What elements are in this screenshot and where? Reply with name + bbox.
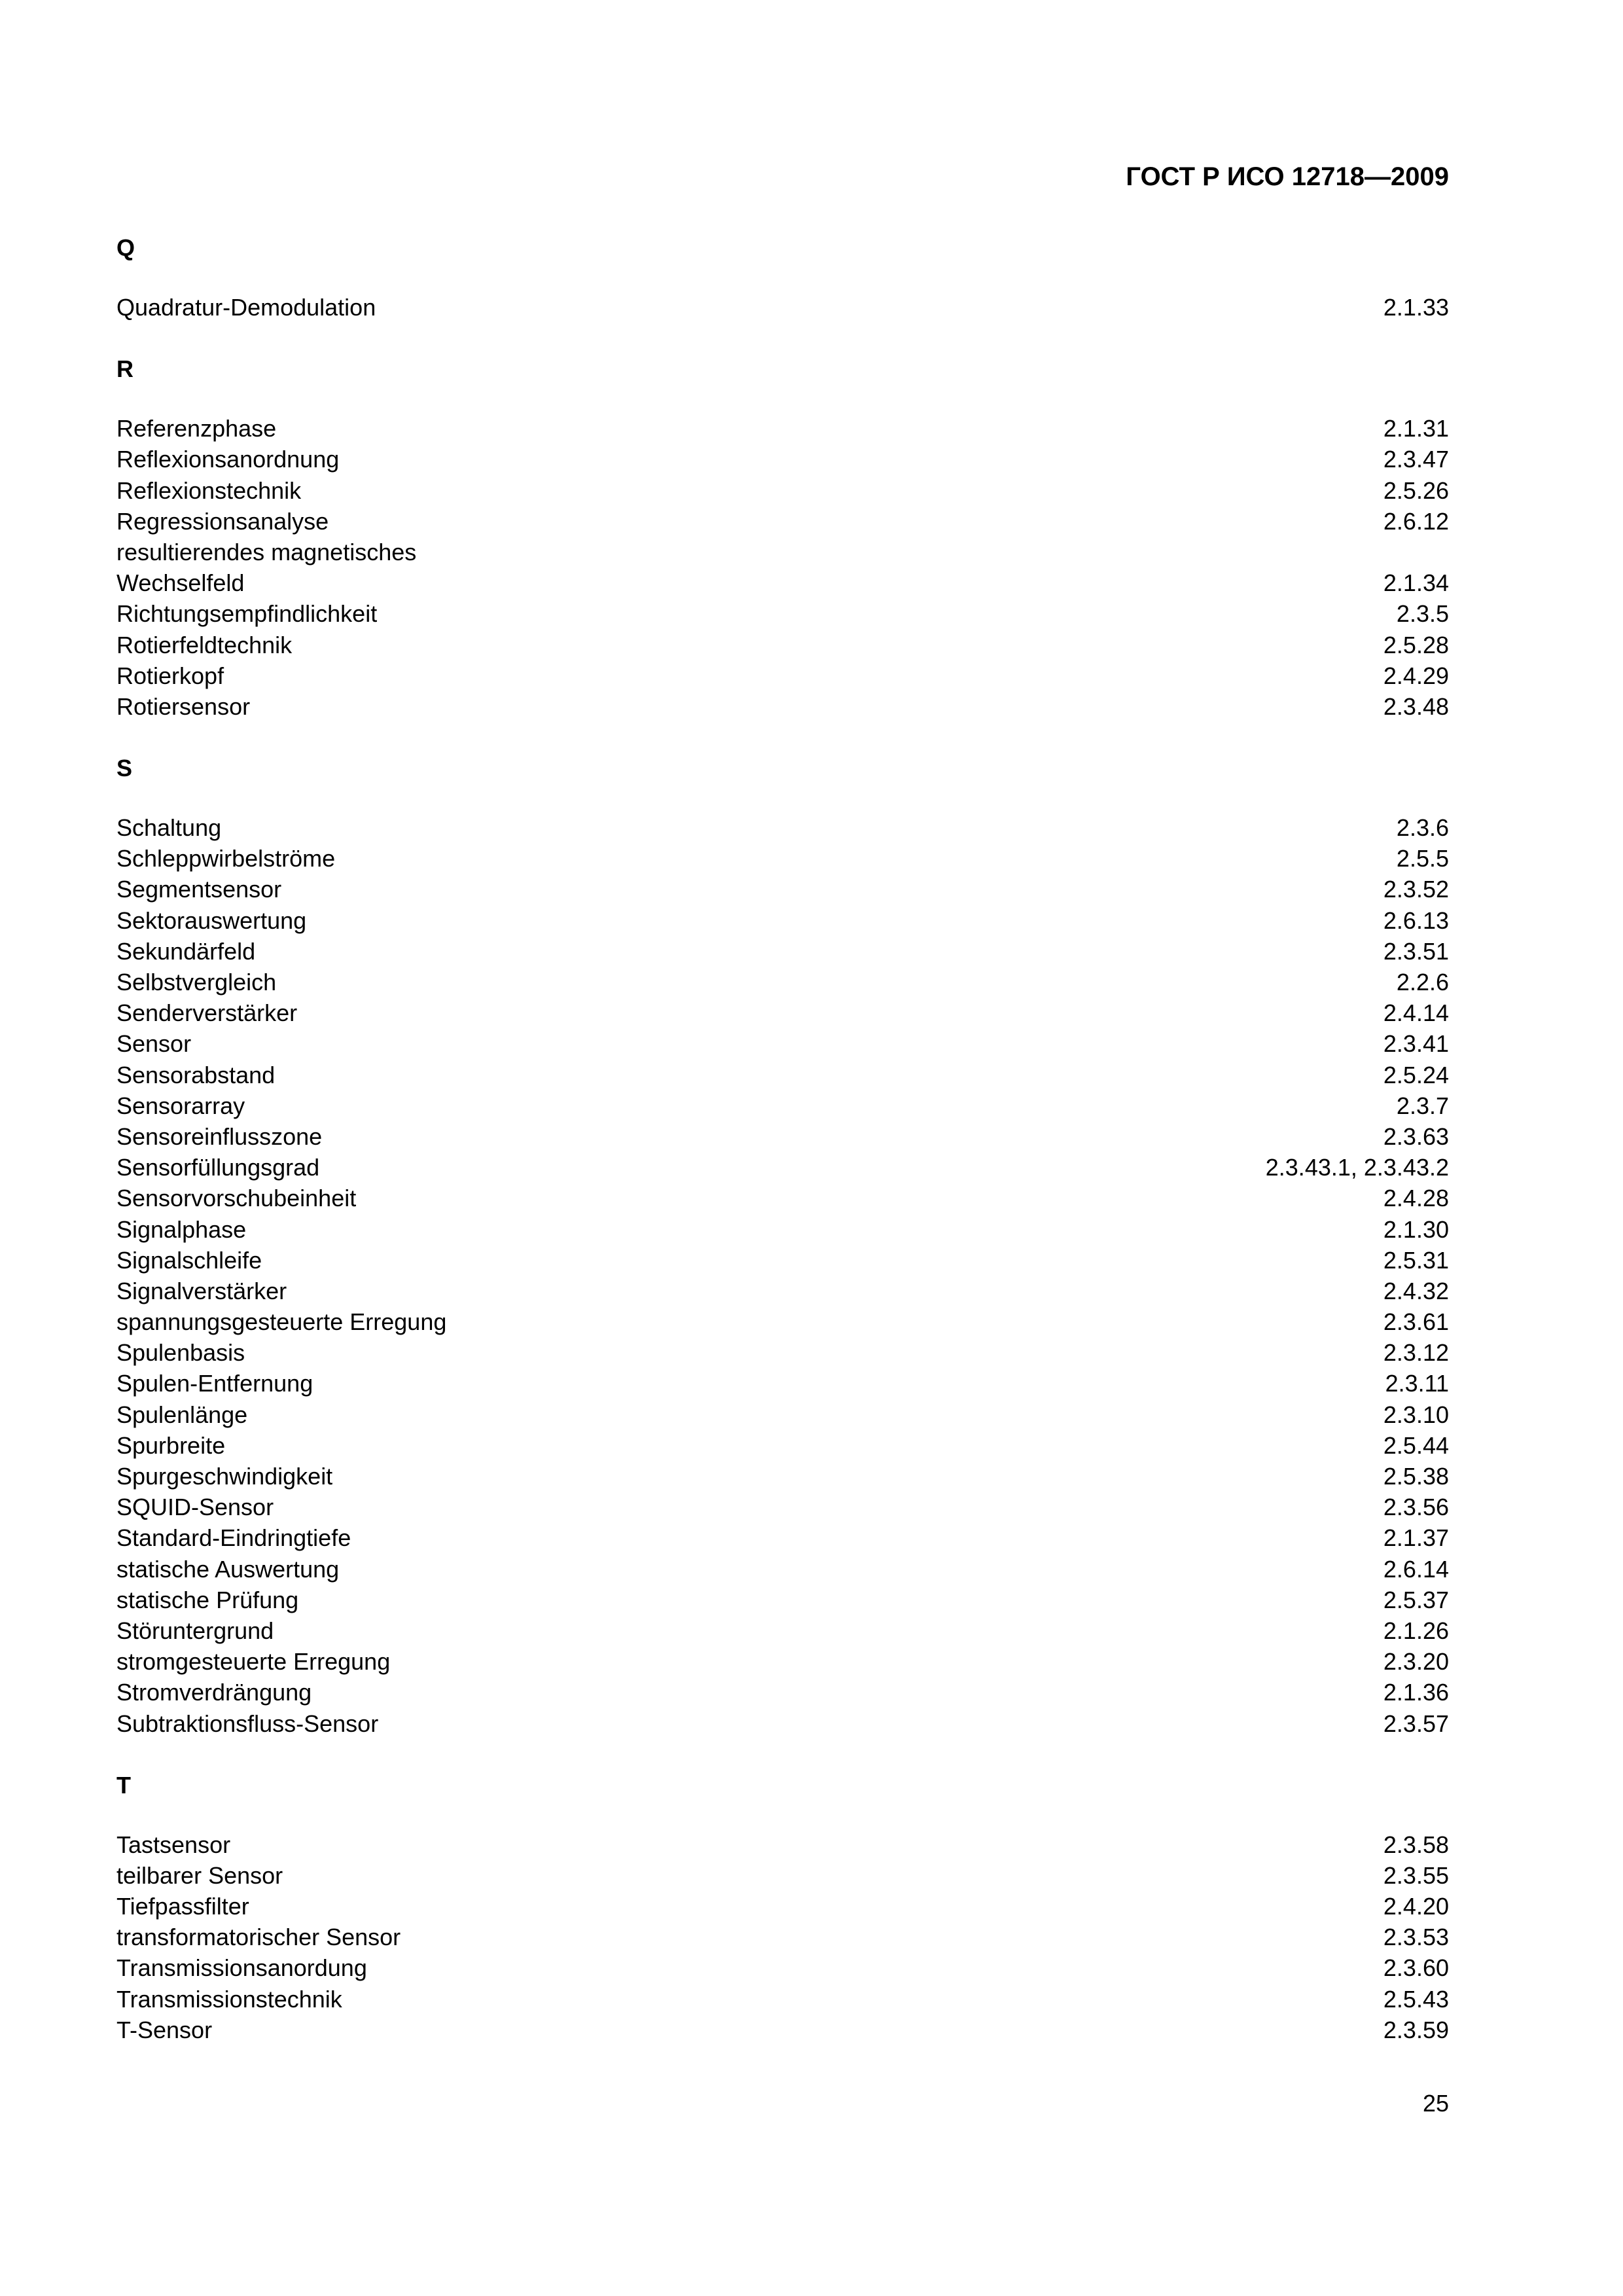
index-reference: 2.3.56 xyxy=(1383,1494,1449,1521)
index-term: Spurbreite xyxy=(116,1431,226,1459)
index-reference: 2.3.10 xyxy=(1383,1401,1449,1428)
index-term: Referenzphase xyxy=(116,415,277,442)
index-entry xyxy=(116,413,1449,444)
index-reference: 2.4.28 xyxy=(1383,1185,1449,1212)
index-entry xyxy=(116,1952,1449,1983)
index-reference: 2.5.44 xyxy=(1383,1431,1449,1459)
index-term: Spulen-Entfernung xyxy=(116,1370,313,1397)
index-entry xyxy=(116,1922,1449,1952)
index-term: Wechselfeld xyxy=(116,569,245,597)
index-entry xyxy=(116,1152,1449,1183)
index-entry xyxy=(116,1214,1449,1245)
index-entry xyxy=(116,1984,1449,2015)
index-entry xyxy=(116,812,1449,843)
index-reference: 2.3.12 xyxy=(1383,1339,1449,1367)
index-term: Segmentsensor xyxy=(116,876,282,903)
index-reference: 2.1.34 xyxy=(1383,569,1449,597)
index-term: Sektorauswertung xyxy=(116,906,307,934)
index-term: Spulenbasis xyxy=(116,1339,245,1367)
index-entry xyxy=(116,537,1449,567)
index-reference: 2.5.24 xyxy=(1383,1061,1449,1088)
section-letter-heading: S xyxy=(116,755,133,782)
index-entry xyxy=(116,1090,1449,1121)
page-number: 25 xyxy=(1422,2090,1449,2117)
index-section xyxy=(116,232,1449,323)
index-entry xyxy=(116,1060,1449,1090)
index-term: Sensorvorschubeinheit xyxy=(116,1185,357,1212)
index-reference: 2.3.48 xyxy=(1383,692,1449,720)
index-reference: 2.5.28 xyxy=(1383,631,1449,658)
index-term: Rotierkopf xyxy=(116,662,224,689)
index-reference: 2.4.29 xyxy=(1383,662,1449,689)
index-reference: 2.3.41 xyxy=(1383,1030,1449,1058)
index-term: Schleppwirbelströme xyxy=(116,845,336,872)
index-term: Senderverstärker xyxy=(116,999,298,1027)
document-header: ГОСТ Р ИСО 12718—2009 xyxy=(1126,162,1449,191)
index-reference: 2.3.58 xyxy=(1383,1831,1449,1858)
index-entry xyxy=(116,967,1449,997)
index-entry xyxy=(116,1646,1449,1677)
index-reference: 2.5.37 xyxy=(1383,1586,1449,1613)
index-term: Stromverdrängung xyxy=(116,1679,312,1706)
index-entry xyxy=(116,444,1449,475)
index-entry xyxy=(116,1860,1449,1891)
index-entry xyxy=(116,691,1449,722)
index-term: T-Sensor xyxy=(116,2016,213,2043)
index-entry xyxy=(116,843,1449,874)
index-entry xyxy=(116,598,1449,629)
index-entry xyxy=(116,1368,1449,1399)
index-term: transformatorischer Sensor xyxy=(116,1924,401,1951)
index-term: Signalverstärker xyxy=(116,1277,287,1304)
index-term: teilbarer Sensor xyxy=(116,1861,283,1889)
index-entry xyxy=(116,506,1449,537)
index-reference: 2.3.59 xyxy=(1383,2016,1449,2043)
index-entry xyxy=(116,660,1449,691)
index-term: Standard-Eindringtiefe xyxy=(116,1524,351,1552)
index-reference: 2.3.63 xyxy=(1383,1122,1449,1150)
index-reference: 2.6.12 xyxy=(1383,507,1449,535)
index-entry xyxy=(116,1585,1449,1615)
index-entry xyxy=(116,997,1449,1028)
index-term: statische Prüfung xyxy=(116,1586,299,1613)
index-reference: 2.5.26 xyxy=(1383,476,1449,504)
index-entry xyxy=(116,1677,1449,1708)
index-term: Transmissionsanordung xyxy=(116,1954,367,1982)
index-term: statische Auswertung xyxy=(116,1555,340,1583)
index-reference: 2.5.31 xyxy=(1383,1246,1449,1274)
index-reference: 2.3.47 xyxy=(1383,446,1449,473)
index-term: Reflexionsanordnung xyxy=(116,446,340,473)
index-entry xyxy=(116,1708,1449,1739)
index-reference: 2.3.51 xyxy=(1383,937,1449,965)
index-entry xyxy=(116,1245,1449,1276)
index-reference: 2.1.31 xyxy=(1383,415,1449,442)
index-reference: 2.5.38 xyxy=(1383,1463,1449,1490)
index-term: spannungsgesteuerte Erregung xyxy=(116,1308,447,1336)
index-term: Rotierfeldtechnik xyxy=(116,631,293,658)
index-entry xyxy=(116,1461,1449,1492)
index-term: Quadratur-Demodulation xyxy=(116,294,376,321)
index-term: Transmissionstechnik xyxy=(116,1985,342,2013)
index-term: Spurgeschwindigkeit xyxy=(116,1463,333,1490)
index-section xyxy=(116,1770,1449,2045)
index-reference: 2.3.53 xyxy=(1383,1924,1449,1951)
index-entry xyxy=(116,1028,1449,1059)
index-entry xyxy=(116,1399,1449,1430)
index-term: Reflexionstechnik xyxy=(116,476,302,504)
index-entry xyxy=(116,1891,1449,1922)
index-reference: 2.4.32 xyxy=(1383,1277,1449,1304)
index-term: Richtungsempfindlichkeit xyxy=(116,600,378,628)
index-entry xyxy=(116,1183,1449,1213)
index-entry xyxy=(116,1829,1449,1860)
index-reference: 2.4.20 xyxy=(1383,1893,1449,1920)
index-term: Sensor xyxy=(116,1030,192,1058)
index-reference: 2.2.6 xyxy=(1396,969,1449,996)
index-reference: 2.3.55 xyxy=(1383,1861,1449,1889)
index-entry xyxy=(116,1276,1449,1306)
index-reference: 2.1.26 xyxy=(1383,1617,1449,1644)
index-term: Sensorfüllungsgrad xyxy=(116,1154,320,1181)
index-term: Sensorarray xyxy=(116,1092,245,1119)
index-entry xyxy=(116,475,1449,506)
index-entry xyxy=(116,874,1449,905)
index-entry xyxy=(116,1554,1449,1585)
index-reference: 2.1.36 xyxy=(1383,1679,1449,1706)
index-reference: 2.5.5 xyxy=(1396,845,1449,872)
section-letter-heading: T xyxy=(116,1771,131,1799)
index-entry xyxy=(116,1522,1449,1553)
index-reference: 2.6.13 xyxy=(1383,906,1449,934)
index-entry xyxy=(116,1121,1449,1152)
index-entry xyxy=(116,1615,1449,1646)
index-reference: 2.3.20 xyxy=(1383,1648,1449,1676)
section-letter-heading: Q xyxy=(116,234,135,261)
index-term: Schaltung xyxy=(116,814,222,842)
index-term: Regressionsanalyse xyxy=(116,507,329,535)
index-reference: 2.3.5 xyxy=(1396,600,1449,628)
index-entry xyxy=(116,936,1449,967)
index-reference: 2.3.7 xyxy=(1396,1092,1449,1119)
index-reference: 2.3.52 xyxy=(1383,876,1449,903)
index-reference: 2.1.33 xyxy=(1383,294,1449,321)
index-entry xyxy=(116,292,1449,323)
index-term: Subtraktionsfluss-Sensor xyxy=(116,1710,379,1737)
index-reference: 2.3.43.1, 2.3.43.2 xyxy=(1265,1154,1449,1181)
index-term: Sensorabstand xyxy=(116,1061,276,1088)
index-term: SQUID-Sensor xyxy=(116,1494,274,1521)
index-reference: 2.3.61 xyxy=(1383,1308,1449,1336)
index-reference: 2.3.6 xyxy=(1396,814,1449,842)
index-reference: 2.3.60 xyxy=(1383,1954,1449,1982)
index-term: Sekundärfeld xyxy=(116,937,256,965)
index-entry xyxy=(116,1430,1449,1461)
index-entry xyxy=(116,567,1449,598)
index-reference: 2.1.30 xyxy=(1383,1215,1449,1243)
index-term: Tiefpassfilter xyxy=(116,1893,249,1920)
index-term: Sensoreinflusszone xyxy=(116,1122,323,1150)
index-entry xyxy=(116,1306,1449,1337)
index-term: Selbstvergleich xyxy=(116,969,277,996)
index-entry xyxy=(116,2015,1449,2045)
index-term: Tastsensor xyxy=(116,1831,231,1858)
index-term: Spulenlänge xyxy=(116,1401,248,1428)
index-term: resultierendes magnetisches xyxy=(116,538,417,565)
alphabetical-index xyxy=(116,232,1449,2045)
index-entry xyxy=(116,1337,1449,1368)
index-reference: 2.1.37 xyxy=(1383,1524,1449,1552)
section-letter-heading: R xyxy=(116,355,134,383)
index-section xyxy=(116,353,1449,722)
index-term: Rotiersensor xyxy=(116,692,251,720)
index-reference: 2.3.57 xyxy=(1383,1710,1449,1737)
index-entry xyxy=(116,1492,1449,1522)
index-section xyxy=(116,753,1449,1739)
index-reference: 2.3.11 xyxy=(1385,1370,1449,1397)
index-entry xyxy=(116,630,1449,660)
index-reference: 2.5.43 xyxy=(1383,1985,1449,2013)
index-reference: 2.4.14 xyxy=(1383,999,1449,1027)
index-term: Störuntergrund xyxy=(116,1617,274,1644)
index-term: Signalphase xyxy=(116,1215,247,1243)
index-reference: 2.6.14 xyxy=(1383,1555,1449,1583)
index-term: stromgesteuerte Erregung xyxy=(116,1648,391,1676)
index-term: Signalschleife xyxy=(116,1246,262,1274)
index-entry xyxy=(116,905,1449,936)
